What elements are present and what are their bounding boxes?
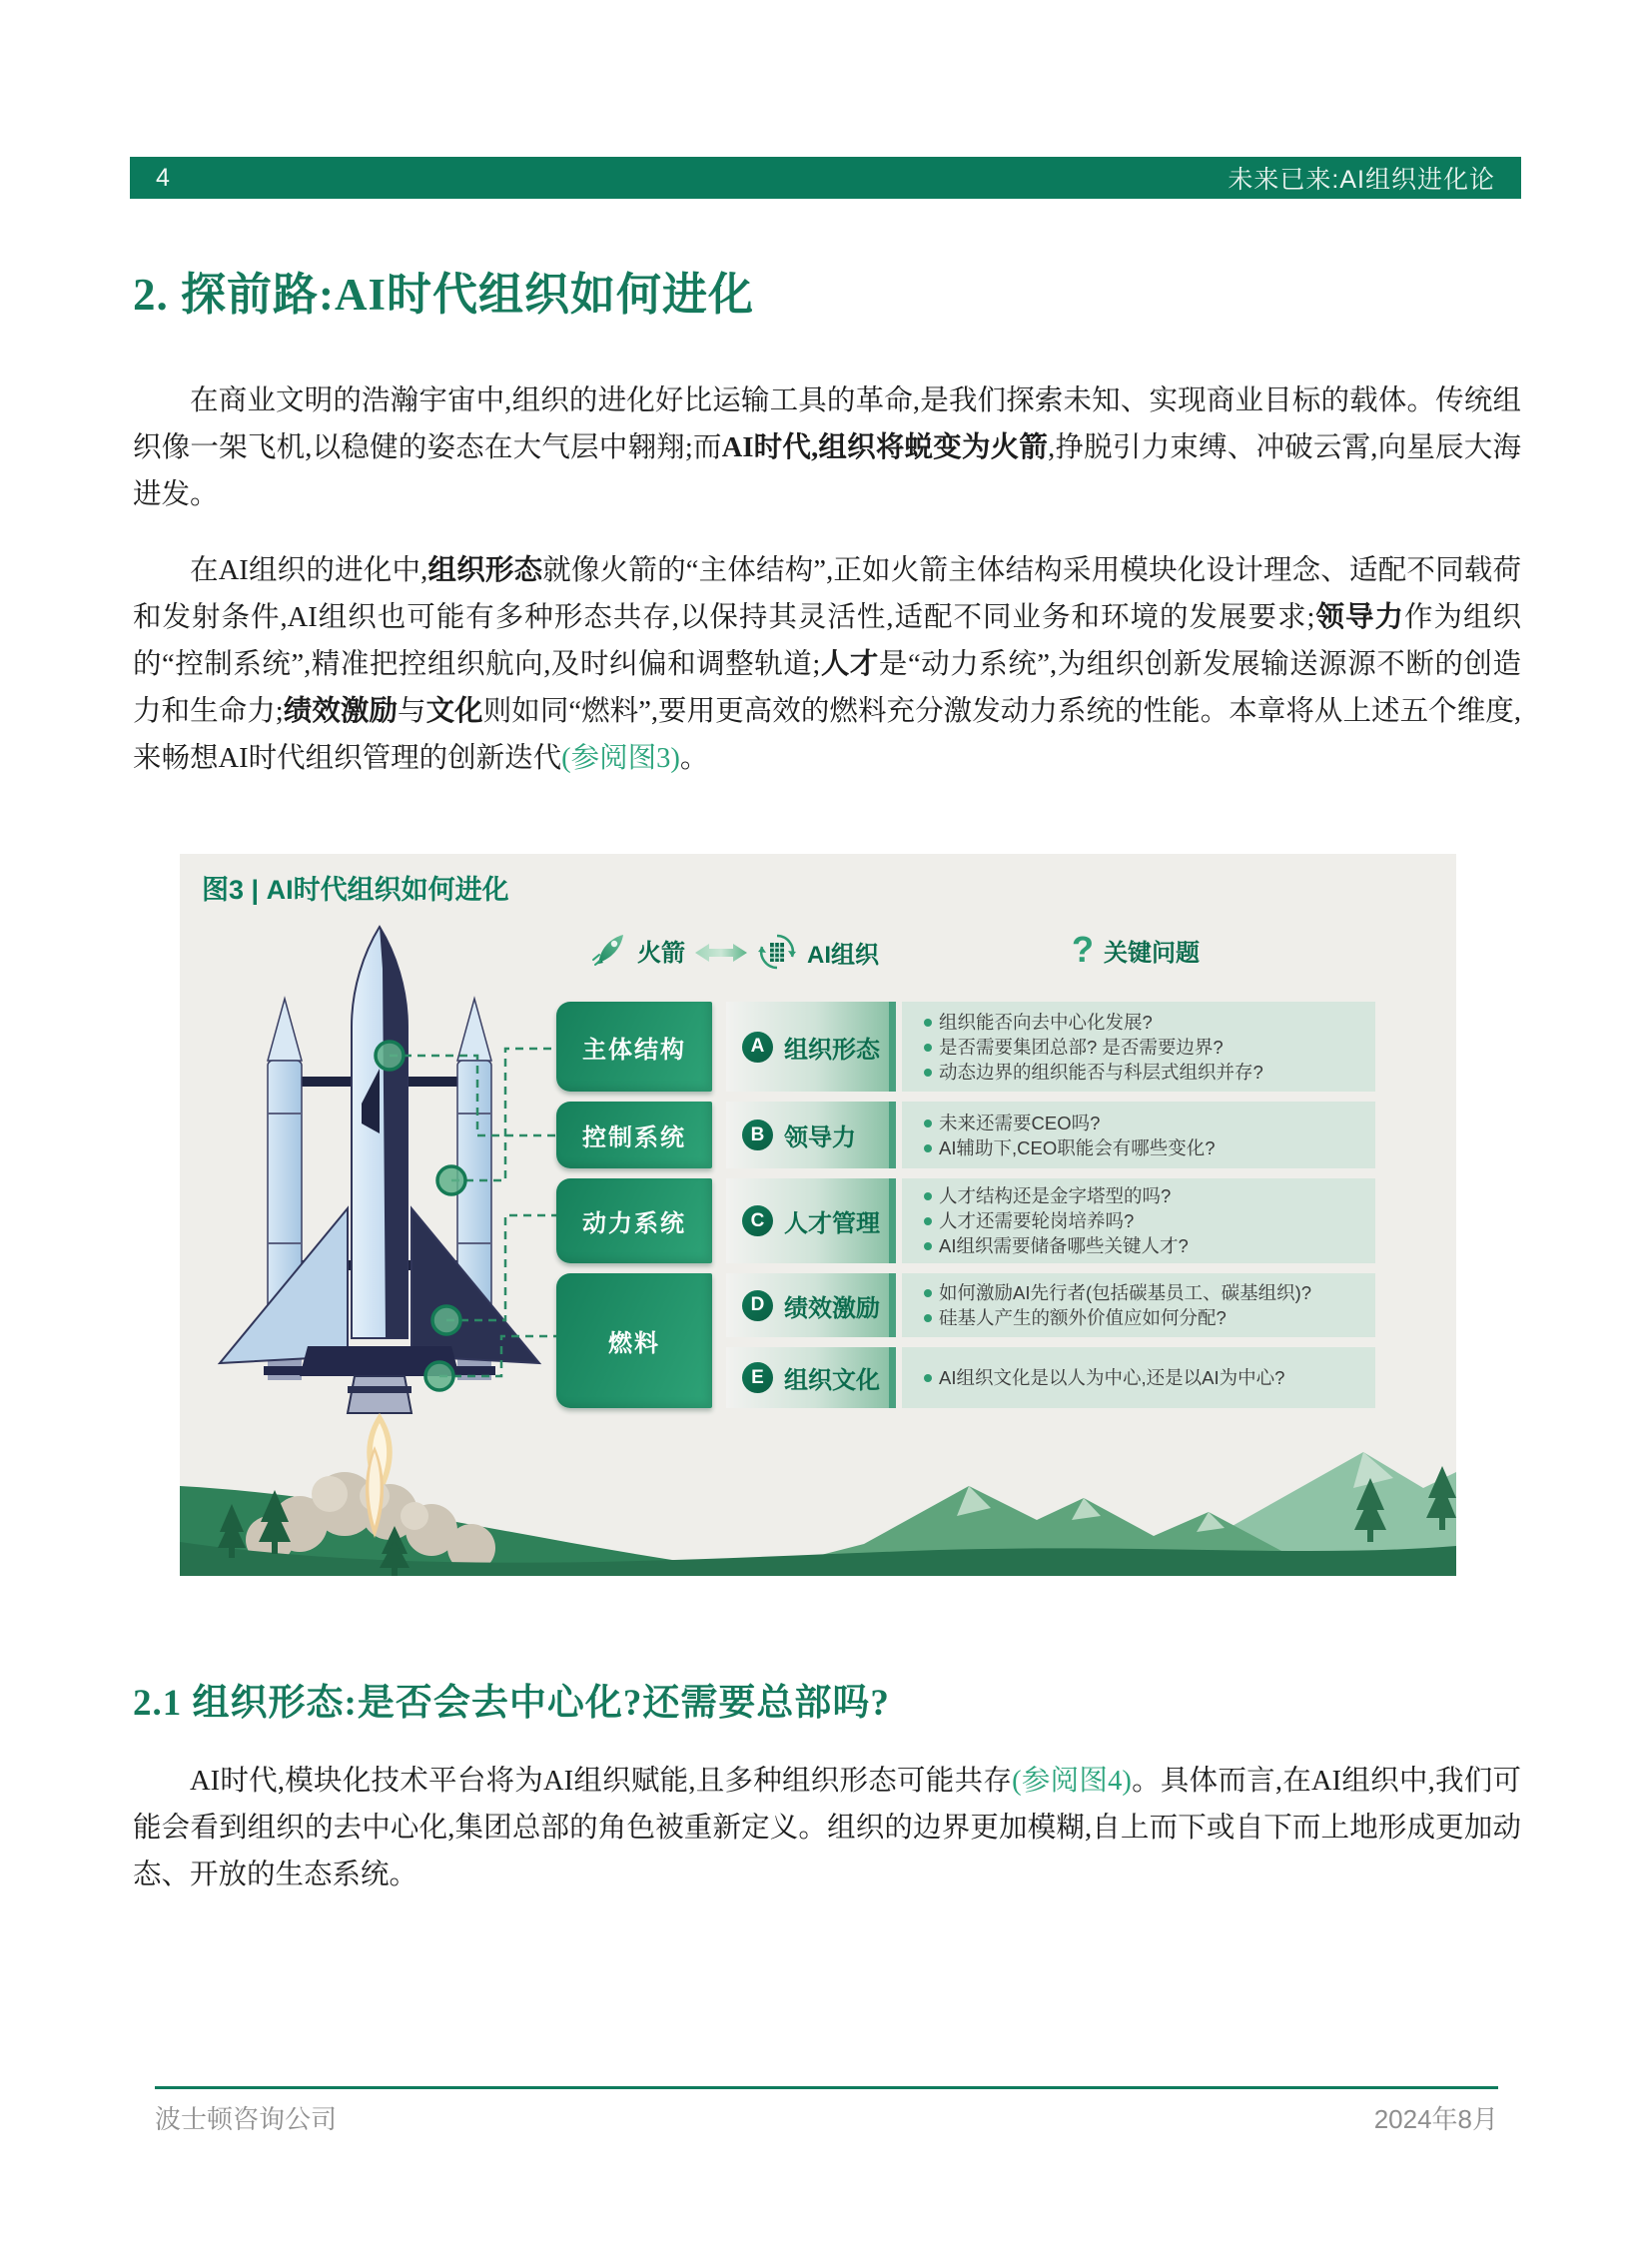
question-mark-icon: ? bbox=[1072, 929, 1094, 970]
dimension-cell bbox=[726, 1102, 896, 1168]
text-run: 作为组织的“控制系统”,精准把控组织航向,及时纠偏和调整轨道; bbox=[133, 602, 1521, 680]
dimension-badge: D bbox=[742, 1290, 773, 1321]
rocket-part-button: 动力系统 bbox=[556, 1178, 712, 1263]
legend-rocket bbox=[591, 932, 685, 968]
text-run: 组织形态 bbox=[427, 555, 543, 586]
text-run: 与 bbox=[398, 696, 426, 727]
text-run: 。具体而言,在AI组织中,我们可能会看到组织的去中心化,集团总部的角色被重新定义。组织的边界更加模糊,自上而下或自下而上地形成更加动态、开放的生态系统。 bbox=[133, 1766, 1522, 1890]
rocket-part-button: 控制系统 bbox=[556, 1102, 712, 1168]
question-item: AI组织需要储备哪些关键人才? bbox=[922, 1233, 1369, 1258]
dimension-badge: E bbox=[742, 1362, 773, 1393]
text-run: 文化 bbox=[425, 696, 483, 727]
footer-company: 波士顿咨询公司 bbox=[155, 2104, 338, 2134]
dimension-cell bbox=[726, 1178, 896, 1263]
question-item: 动态边界的组织能否与科层式组织并存? bbox=[922, 1060, 1369, 1085]
question-item: 未来还需要CEO吗? bbox=[922, 1111, 1369, 1135]
text-run: 领导力 bbox=[1314, 602, 1404, 633]
text-run: 在AI组织的进化中, bbox=[190, 555, 428, 586]
text-run: ,挣脱引力束缚、冲破云霄,向星辰大海进发。 bbox=[133, 432, 1521, 510]
text-run: AI时代,组织将蜕变为火箭 bbox=[721, 432, 1049, 463]
page-header-bar bbox=[130, 157, 1521, 199]
dimension-cell bbox=[726, 1273, 896, 1337]
text-run: 。 bbox=[679, 743, 709, 774]
text-run: 则如同“燃料”,要用更高效的燃料充分激发动力系统的性能。本章将从上述五个维度,来畅想AI时代组织管理的创新迭代 bbox=[133, 696, 1521, 774]
section-title: 2. 探前路:AI时代组织如何进化 bbox=[133, 270, 754, 320]
legend-questions-label: 关键问题 bbox=[1104, 939, 1200, 967]
question-list bbox=[902, 1102, 1375, 1168]
question-item: 硅基人产生的额外价值应如何分配? bbox=[922, 1305, 1369, 1330]
landscape-illustration bbox=[180, 1446, 1456, 1576]
subsection-title: 2.1 组织形态:是否会去中心化?还需要总部吗? bbox=[133, 1683, 890, 1724]
figure-3-panel bbox=[180, 854, 1456, 1576]
text-run: 绩效激励 bbox=[283, 696, 399, 727]
dimension-cell bbox=[726, 1002, 896, 1092]
legend-swap bbox=[695, 942, 747, 964]
paragraph bbox=[133, 1758, 1521, 1898]
dimension-cell bbox=[726, 1347, 896, 1408]
question-item: 是否需要集团总部? 是否需要边界? bbox=[922, 1035, 1369, 1060]
rocket-part-button-fuel: 燃料 bbox=[556, 1273, 712, 1408]
question-list bbox=[902, 1347, 1375, 1408]
question-item: AI组织文化是以人为中心,还是以AI为中心? bbox=[922, 1365, 1369, 1390]
figure-row-structure bbox=[556, 1002, 1375, 1092]
figure-reference-link[interactable]: (参阅图3) bbox=[561, 743, 680, 774]
dimension-label: 组织文化 bbox=[784, 1367, 880, 1394]
dimension-label: 绩效激励 bbox=[784, 1294, 880, 1322]
dimension-badge: B bbox=[742, 1120, 773, 1150]
text-run: 就像火箭的“主体结构”,正如火箭主体结构采用模块化设计理念、适配不同载荷和发射条件,AI组织也可能有多种形态共存,以保持其灵活性,适配不同业务和环境的发展要求; bbox=[133, 555, 1521, 633]
rocket-illustration bbox=[190, 909, 569, 1498]
paragraph bbox=[133, 377, 1521, 518]
figure-title: 图3 | AI时代组织如何进化 bbox=[202, 875, 509, 905]
legend-rocket-label: 火箭 bbox=[637, 939, 685, 967]
legend-organization-label: AI组织 bbox=[807, 941, 879, 969]
dimension-label: 领导力 bbox=[784, 1124, 856, 1151]
question-item: 人才结构还是金字塔型的吗? bbox=[922, 1183, 1369, 1208]
legend-organization bbox=[757, 932, 879, 972]
question-list bbox=[902, 1002, 1375, 1092]
dimension-badge: C bbox=[742, 1205, 773, 1236]
text-run: AI时代,模块化技术平台将为AI组织赋能,且多种组织形态可能共存 bbox=[190, 1766, 1013, 1797]
dimension-label: 组织形态 bbox=[784, 1036, 880, 1064]
document-title: 未来已来:AI组织进化论 bbox=[1228, 166, 1495, 194]
text-run: 是“动力系统”,为组织创新发展输送源源不断的创造力和生命力; bbox=[133, 649, 1521, 727]
text-run: 人才 bbox=[820, 649, 879, 680]
figure-row-power bbox=[556, 1178, 1375, 1263]
organization-icon bbox=[757, 932, 797, 972]
question-item: 人才还需要轮岗培养吗? bbox=[922, 1208, 1369, 1233]
footer-date: 2024年8月 bbox=[1373, 2104, 1498, 2134]
paragraph bbox=[133, 547, 1521, 782]
page-number: 4 bbox=[156, 163, 170, 192]
question-item: AI辅助下,CEO职能会有哪些变化? bbox=[922, 1135, 1369, 1160]
footer-divider bbox=[155, 2086, 1498, 2089]
question-list bbox=[902, 1273, 1375, 1337]
figure-reference-link[interactable]: (参阅图4) bbox=[1012, 1766, 1132, 1797]
dimension-label: 人才管理 bbox=[784, 1210, 880, 1237]
figure-row-control bbox=[556, 1102, 1375, 1168]
text-run: 在商业文明的浩瀚宇宙中,组织的进化好比运输工具的革命,是我们探索未知、实现商业目标的载体。传统组织像一架飞机,以稳健的姿态在大气层中翱翔;而 bbox=[133, 385, 1521, 463]
legend-questions bbox=[1072, 929, 1200, 970]
rocket-part-button: 主体结构 bbox=[556, 1002, 712, 1092]
rocket-icon bbox=[591, 932, 627, 968]
question-item: 如何激励AI先行者(包括碳基员工、碳基组织)? bbox=[922, 1280, 1369, 1305]
swap-arrow-icon bbox=[695, 942, 747, 964]
dimension-badge: A bbox=[742, 1032, 773, 1063]
question-item: 组织能否向去中心化发展? bbox=[922, 1010, 1369, 1035]
question-list bbox=[902, 1178, 1375, 1263]
